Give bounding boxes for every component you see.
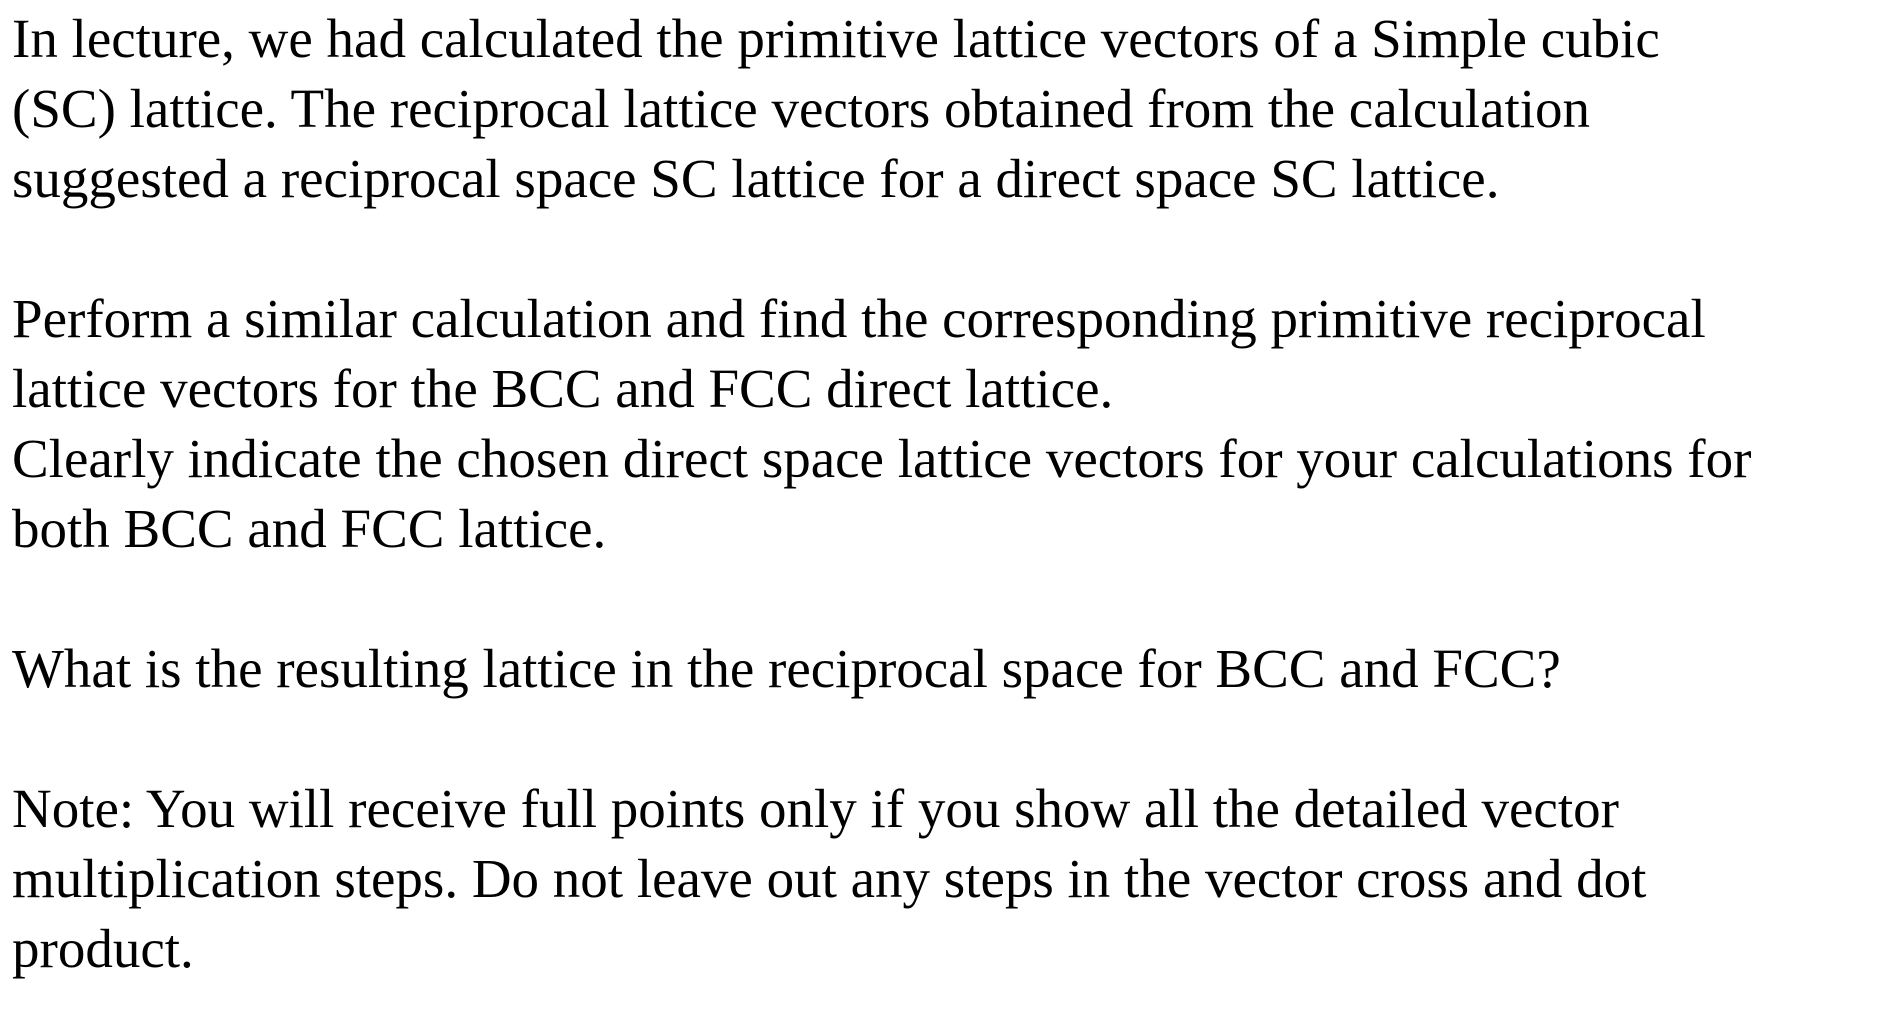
question-paragraph (12, 634, 1892, 704)
paragraph-spacer (12, 704, 1892, 774)
text-line: product. (12, 918, 194, 979)
note-paragraph (12, 774, 1892, 984)
text-line: both BCC and FCC lattice. (12, 498, 607, 559)
paragraph-spacer (12, 214, 1892, 284)
text-line: Perform a similar calculation and find the corresponding primitive reciprocal (12, 288, 1706, 349)
task-paragraph (12, 284, 1892, 564)
text-line: Clearly indicate the chosen direct space lattice vectors for your calculations for (12, 428, 1752, 489)
text-line: Note: You will receive full points only if you show all the detailed vector (12, 778, 1619, 839)
text-line: What is the resulting lattice in the reciprocal space for BCC and FCC? (12, 638, 1561, 699)
text-line: In lecture, we had calculated the primitive lattice vectors of a Simple cubic (12, 8, 1660, 69)
intro-paragraph (12, 4, 1892, 214)
text-line: (SC) lattice. The reciprocal lattice vectors obtained from the calculation (12, 78, 1591, 139)
question-document (12, 4, 1892, 984)
text-line: multiplication steps. Do not leave out any steps in the vector cross and dot (12, 848, 1647, 909)
text-line: suggested a reciprocal space SC lattice for a direct space SC lattice. (12, 148, 1500, 209)
paragraph-spacer (12, 564, 1892, 634)
text-line: lattice vectors for the BCC and FCC direct lattice. (12, 358, 1114, 419)
